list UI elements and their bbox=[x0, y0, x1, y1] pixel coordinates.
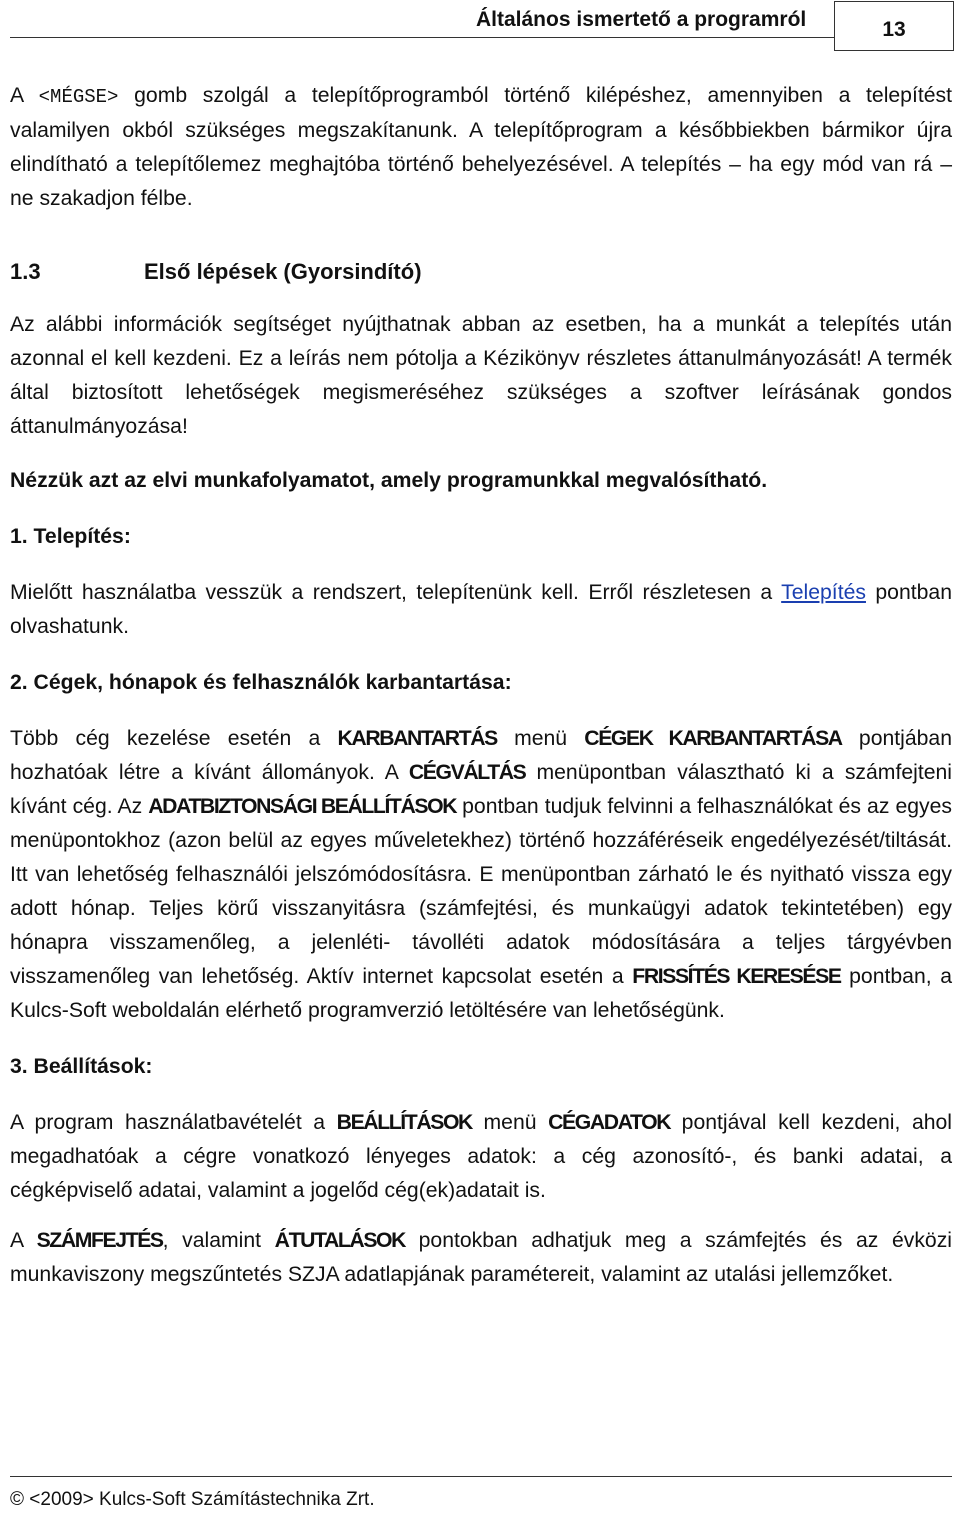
menu-ref-atutalasok: ÁTUTALÁSOK bbox=[274, 1229, 406, 1252]
section-lead: Nézzük azt az elvi munkafolyamatot, amely programunkkal megvalósítható. bbox=[10, 469, 768, 492]
page-number: 13 bbox=[834, 1, 954, 51]
footer-divider bbox=[10, 1476, 952, 1477]
section-title: Első lépések (Gyorsindító) bbox=[144, 259, 422, 284]
step3-heading: 3. Beállítások: bbox=[10, 1055, 153, 1078]
menu-ref-cegvaltas: CÉGVÁLTÁS bbox=[408, 761, 526, 784]
step1-paragraph: Mielőtt használatba vesszük a rendszert, telepítenünk kell. Erről részletesen a Telepítés pontban olvashatunk. bbox=[10, 581, 952, 638]
header-divider bbox=[10, 37, 834, 38]
telepites-link[interactable]: Telepítés bbox=[781, 581, 866, 604]
menu-ref-szamfejtes: SZÁMFEJTÉS bbox=[36, 1229, 163, 1252]
step3-paragraph: A program használatbavételét a BEÁLLÍTÁSOK menü CÉGADATOK pontjával kell kezdeni, ahol megadhatóak a cégre vonatkozó lényeges adatok: a cég azonosító-, és banki adatai, a cégképviselő adatai, valamint a jogelőd cég(ek)adatait is. bbox=[10, 1111, 952, 1202]
section-paragraph: Az alábbi információk segítséget nyújthatnak abban az esetben, ha a munkát a telepítés után azonnal el kell kezdeni. Ez a leírás nem pótolja a Kézikönyv részletes áttanulmányozását! A termék által biztosított lehetőségek megismeréséhez szükséges a szoftver leírásának gondos áttanulmányozása! bbox=[10, 313, 952, 438]
step3-paragraph-2: A SZÁMFEJTÉS, valamint ÁTUTALÁSOK pontokban adhatjuk meg a számfejtés és az évközi munkaviszony megszűntetés SZJA adatlapjának paramétereit, valamint az utalási jellemzőket. bbox=[10, 1229, 953, 1286]
step2-paragraph: Több cég kezelése esetén a KARBANTARTÁS menü CÉGEK KARBANTARTÁSA pontjában hozhatóak létre a kívánt állományok. A CÉGVÁLTÁS menüpontban választható ki a számfejteni kívánt cég. Az ADATBIZTONSÁGI BEÁLLÍTÁSOK pontban tudjuk felvinni a felhasználókat és az egyes menüpontokhoz (azon belül az egyes műveletekhez) történő hozzáféréseik engedélyezését/tiltását. Itt van lehetőség felhasználói jelszómódosításra. E menüpontban zárható le és nyitható vissza egy adott hónap. Teljes körű visszanyitásra (számfejtési, és munkaügyi adatok tekintetében) egy hónapra visszamenőleg, a jelenléti- távolléti adatok módosítására a teljes tárgyévben visszamenőleg van lehetőség. Aktív internet kapcsolat esetén a FRISSÍTÉS KERESÉSE pontban, a Kulcs-Soft weboldalán elérhető programverzió letöltésére van lehetőségünk. bbox=[10, 727, 952, 1022]
menu-ref-adatbiztonsagi: ADATBIZTONSÁGI BEÁLLÍTÁSOK bbox=[148, 795, 457, 818]
intro-paragraph: A <MÉGSE> gomb szolgál a telepítőprogramból történő kilépéshez, amennyiben a telepítést valamilyen okból szükséges megszakítanunk. A telepítőprogram a későbbiekben bármikor újra elindítható a telepítőlemez meghajtóba történő behelyezésével. A telepítés – ha egy mód van rá – ne szakadjon félbe. bbox=[10, 84, 953, 210]
menu-ref-frissites: FRISSÍTÉS KERESÉSE bbox=[632, 965, 841, 988]
step1-heading: 1. Telepítés: bbox=[10, 525, 131, 548]
document-body bbox=[10, 79, 952, 1292]
section-number: 1.3 bbox=[10, 259, 41, 284]
menu-ref-cegek-karbantartasa: CÉGEK KARBANTARTÁSA bbox=[584, 727, 842, 750]
footer-copyright: © <2009> Kulcs-Soft Számítástechnika Zrt. bbox=[10, 1489, 375, 1510]
menu-ref-cegadatok: CÉGADATOK bbox=[548, 1111, 671, 1134]
cancel-button-ref: <MÉGSE> bbox=[38, 86, 119, 108]
menu-ref-beallitasok: BEÁLLÍTÁSOK bbox=[336, 1111, 472, 1134]
step2-heading: 2. Cégek, hónapok és felhasználók karbantartása: bbox=[10, 671, 512, 694]
menu-ref-karbantartas: KARBANTARTÁS bbox=[337, 727, 497, 750]
header-title: Általános ismertető a programról bbox=[476, 8, 807, 31]
section-heading bbox=[10, 252, 952, 292]
